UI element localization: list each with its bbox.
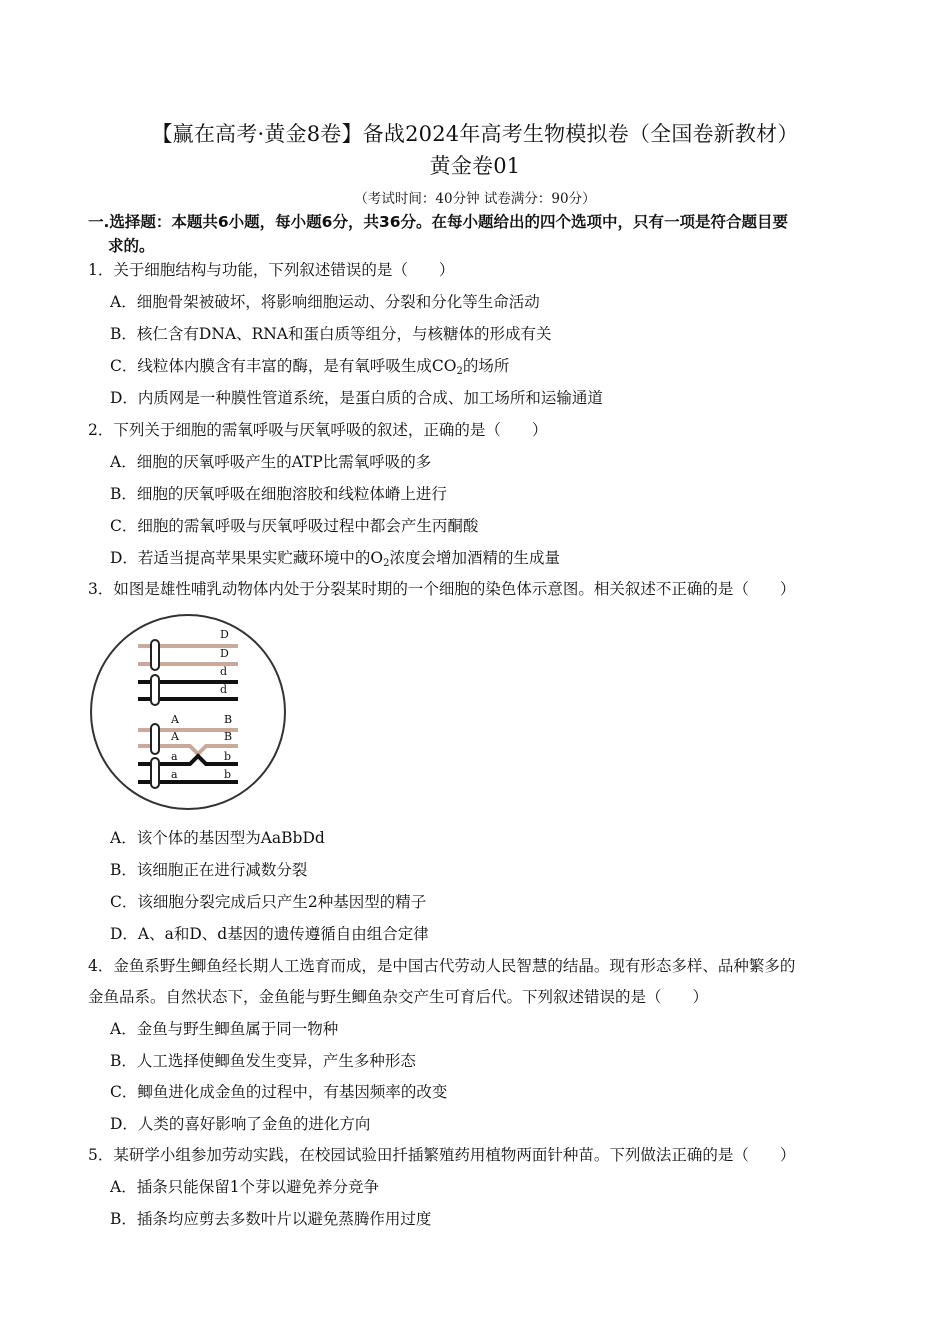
centromere — [151, 675, 159, 705]
question-4-option-a: A．金鱼与野生鲫鱼属于同一物种 — [110, 1020, 339, 1038]
question-1-option-a: A．细胞骨架被破坏，将影响细胞运动、分裂和分化等生命活动 — [110, 293, 540, 311]
question-4-option-b: B．人工选择使鲫鱼发生变异，产生多种形态 — [110, 1052, 416, 1070]
subscript: 2 — [456, 366, 463, 377]
gene-label: D — [220, 628, 229, 641]
question-2-option-a: A．细胞的厌氧呼吸产生的ATP比需氧呼吸的多 — [110, 453, 432, 471]
exam-info: （考试时间：40分钟 试卷满分：90分） — [354, 191, 596, 207]
option-tail: 浓度会增加酒精的生成量 — [389, 549, 561, 567]
question-5-option-a: A．插条只能保留1个芽以避免养分竞争 — [110, 1178, 380, 1196]
question-1-option-c — [110, 354, 509, 377]
question-2-stem: 2．下列关于细胞的需氧呼吸与厌氧呼吸的叙述，正确的是（ ） — [88, 421, 548, 439]
section-heading-line1: 一.选择题：本题共6小题，每小题6分，共36分。在每小题给出的四个选项中，只有一项是符合题目要 — [88, 213, 789, 231]
question-3-option-c: C．该细胞分裂完成后只产生2种基因型的精子 — [110, 893, 427, 911]
question-5-option-b: B．插条均应剪去多数叶片以避免蒸腾作用过度 — [110, 1210, 432, 1228]
question-3-option-d: D．A、a和D、d基因的遗传遵循自由组合定律 — [110, 925, 429, 943]
question-3-option-b: B．该细胞正在进行减数分裂 — [110, 861, 308, 879]
question-4-stem-line2: 金鱼品系。自然状态下，金鱼能与野生鲫鱼杂交产生可育后代。下列叙述错误的是（ ） — [88, 988, 709, 1006]
question-1-stem: 1．关于细胞结构与功能，下列叙述错误的是（ ） — [88, 261, 455, 279]
chromosome-diagram — [88, 612, 288, 812]
gene-label: a — [171, 750, 178, 763]
gene-label: D — [220, 647, 229, 660]
gene-label: B — [224, 730, 233, 743]
question-1-option-b: B．核仁含有DNA、RNA和蛋白质等组分，与核糖体的形成有关 — [110, 325, 552, 343]
gene-label: A — [171, 713, 179, 726]
gene-label: A — [171, 730, 179, 743]
question-1-option-d: D．内质网是一种膜性管道系统，是蛋白质的合成、加工场所和运输通道 — [110, 389, 603, 407]
section-heading — [88, 210, 858, 258]
option-text: D．若适当提高苹果果实贮藏环境中的O — [110, 549, 384, 567]
question-4-option-c: C．鲫鱼进化成金鱼的过程中，有基因频率的改变 — [110, 1083, 448, 1101]
question-3-option-a: A．该个体的基因型为AaBbDd — [110, 829, 325, 847]
question-4-stem-line1: 4．金鱼系野生鲫鱼经长期人工选育而成，是中国古代劳动人民智慧的结晶。现有形态多样、品种繁多的 — [88, 957, 796, 975]
centromere — [151, 758, 159, 788]
question-5-stem: 5．某研学小组参加劳动实践，在校园试验田扦插繁殖药用植物两面针种苗。下列做法正确的是（ ） — [88, 1146, 796, 1164]
option-text: C．线粒体内膜含有丰富的酶，是有氧呼吸生成CO — [110, 357, 457, 375]
gene-label: a — [171, 768, 178, 781]
section-heading-line2: 求的。 — [108, 237, 155, 255]
chromosome-diagram-svg — [88, 612, 288, 812]
question-2-option-c: C．细胞的需氧呼吸与厌氧呼吸过程中都会产生丙酮酸 — [110, 517, 479, 535]
option-tail: 的场所 — [462, 357, 510, 375]
question-2-option-d — [110, 546, 560, 569]
subscript: 2 — [383, 558, 390, 569]
gene-label: d — [220, 683, 228, 696]
centromere — [151, 640, 159, 670]
document-subtitle: 黄金卷01 — [429, 154, 521, 178]
question-3-stem: 3．如图是雄性哺乳动物体内处于分裂某时期的一个细胞的染色体示意图。相关叙述不正确的是（ ） — [88, 580, 796, 598]
gene-label: B — [224, 713, 233, 726]
question-2-option-b: B．细胞的厌氧呼吸在细胞溶胶和线粒体嵴上进行 — [110, 485, 447, 503]
gene-label: b — [224, 750, 232, 763]
question-4-option-d: D．人类的喜好影响了金鱼的进化方向 — [110, 1115, 371, 1133]
gene-label: d — [220, 665, 228, 678]
document-title: 【赢在高考·黄金8卷】备战2024年高考生物模拟卷（全国卷新教材） — [151, 122, 799, 146]
gene-label: b — [224, 768, 232, 781]
centromere — [151, 724, 159, 754]
